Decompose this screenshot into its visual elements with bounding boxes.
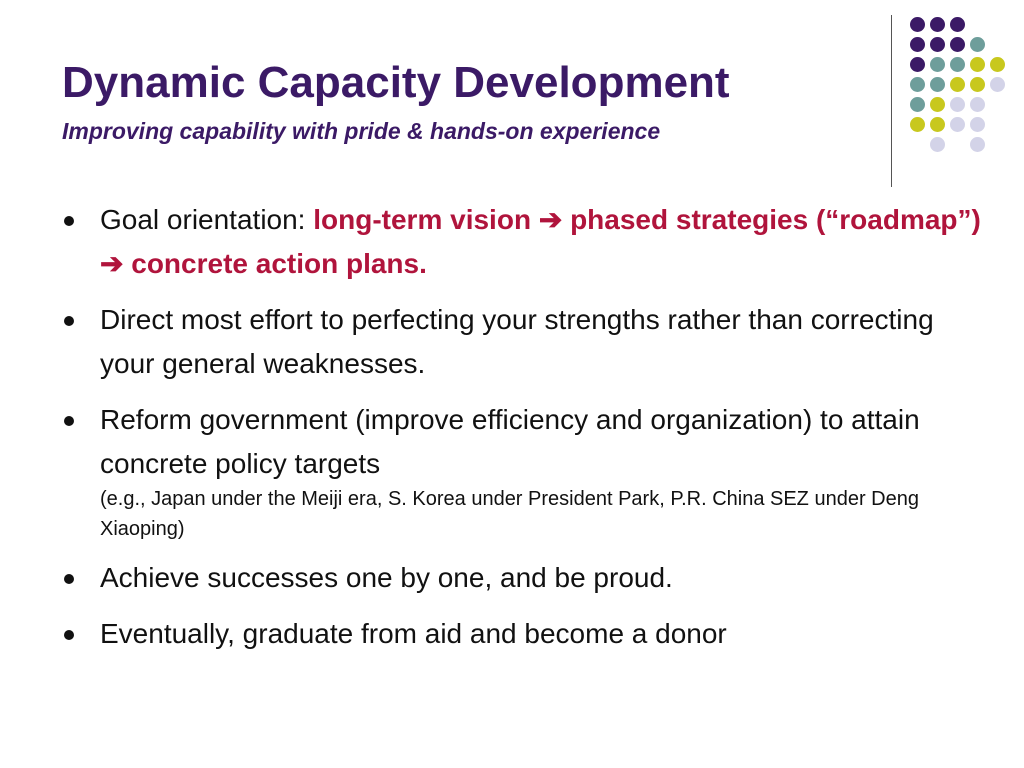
arrow-right-icon: ➔ [100,248,124,279]
bullet-icon [64,574,74,584]
dot-yellow [970,57,985,72]
dot-purple [930,37,945,52]
bullet-icon [64,416,74,426]
dot-teal [930,57,945,72]
dot-lavender [990,77,1005,92]
bullet-list [62,198,982,668]
bullet-icon [64,630,74,640]
highlight-text: concrete action plans. [131,248,427,279]
dot-yellow [930,117,945,132]
dot-yellow [970,77,985,92]
dot-purple [910,37,925,52]
bullet-icon [64,316,74,326]
dot-purple [910,17,925,32]
bullet-text: Reform government (improve efficiency and organization) to attain concrete policy targets [100,404,920,479]
dot-lavender [970,137,985,152]
dot-teal [970,37,985,52]
dot-teal [910,97,925,112]
divider-line [891,15,892,187]
list-item [62,556,982,600]
dot-yellow [990,57,1005,72]
list-item [62,612,982,656]
slide-subtitle: Improving capability with pride & hands-on experience [62,118,661,144]
highlight-text: phased strategies (“roadmap”) [570,204,981,235]
bullet-prefix: Goal orientation: [100,204,314,235]
dot-lavender [970,117,985,132]
dot-purple [910,57,925,72]
dot-lavender [950,97,965,112]
dot-yellow [910,117,925,132]
list-item [62,398,982,544]
dot-yellow [930,97,945,112]
dot-teal [910,77,925,92]
dot-purple [930,17,945,32]
arrow-right-icon: ➔ [538,204,563,235]
list-item [62,298,982,386]
dot-teal [950,57,965,72]
bullet-text: Achieve successes one by one, and be proud. [100,562,673,593]
list-item [62,198,982,286]
bullet-text: Eventually, graduate from aid and become a donor [100,618,727,649]
dot-lavender [970,97,985,112]
dot-yellow [950,77,965,92]
dot-lavender [950,117,965,132]
highlight-text: long-term vision [313,204,532,235]
bullet-icon [64,216,74,226]
bullet-text: Direct most effort to perfecting your strengths rather than correcting your general weaknesses. [100,304,934,379]
bullet-note: (e.g., Japan under the Meiji era, S. Korea under President Park, P.R. China SEZ under Deng Xiaoping) [100,488,919,540]
dot-lavender [930,137,945,152]
dot-purple [950,37,965,52]
dot-purple [950,17,965,32]
dot-teal [930,77,945,92]
slide-title: Dynamic Capacity Development [62,58,730,107]
